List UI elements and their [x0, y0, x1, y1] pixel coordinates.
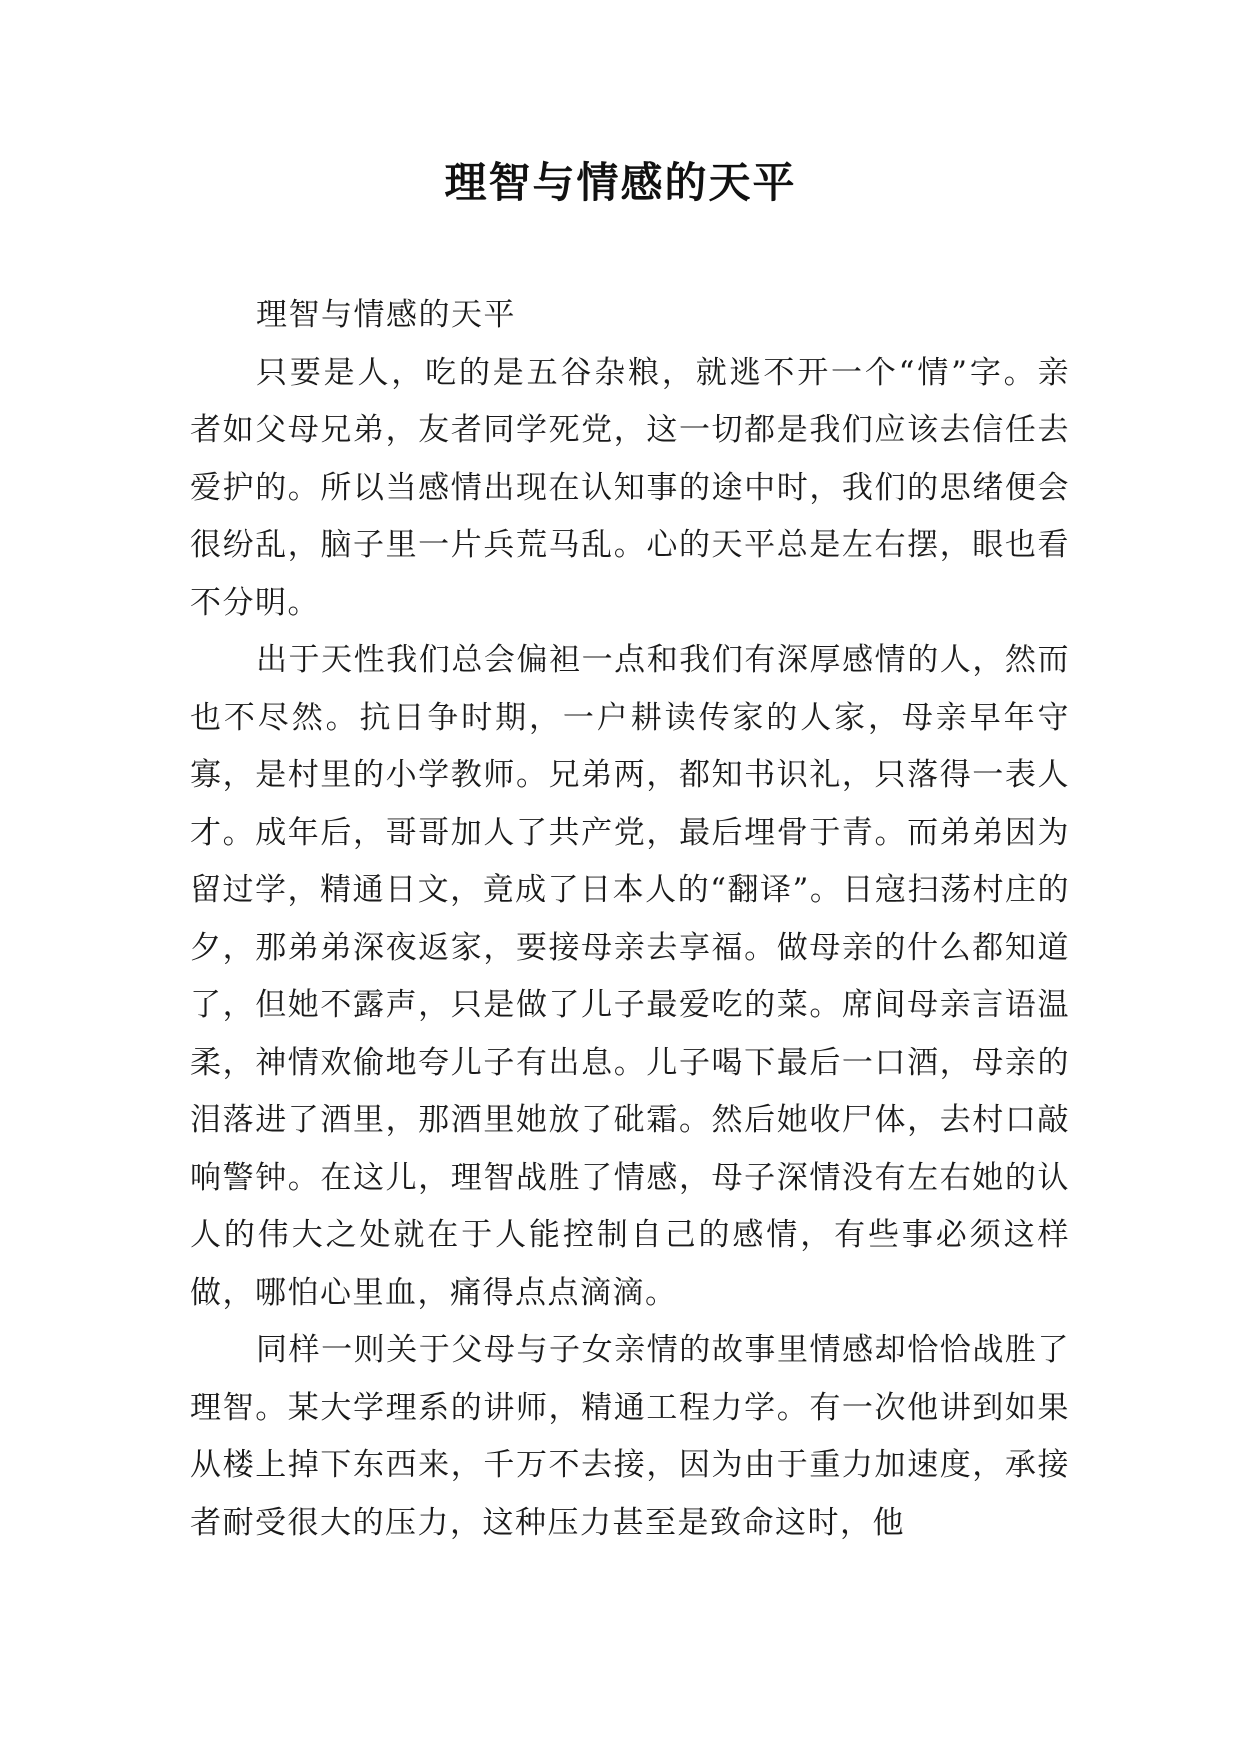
paragraph: 出于天性我们总会偏袒一点和我们有深厚感情的人，然而也不尽然。抗日争时期，一户耕读传家的人家，母亲早年守寡，是村里的小学教师。兄弟两，都知书识礼，只落得一表人才。成年后，哥哥加人了共产党，最后埋骨于青。而弟弟因为留过学，精通日文，竟成了日本人的“翻译”。日寇扫荡村庄的夕，那弟弟深夜返家，要接母亲去享福。做母亲的什么都知道了，但她不露声，只是做了儿子最爱吃的菜。席间母亲言语温柔，神情欢偷地夸儿子有出息。儿子喝下最后一口酒，母亲的泪落进了酒里，那酒里她放了砒霜。然后她收尸体，去村口敲响警钟。在这儿，理智战胜了情感，母子深情没有左右她的认人的伟大之处就在于人能控制自己的感情，有些事必须这样做，哪怕心里血，痛得点点滴滴。 — [190, 642, 1070, 1311]
document-title: 理智与情感的天平 — [444, 158, 797, 207]
document-body — [190, 287, 1070, 1552]
paragraph: 只要是人，吃的是五谷杂粮，就逃不开一个“情”字。亲者如父母兄弟，友者同学死党，这一切都是我们应该去信任去爱护的。所以当感情出现在认知事的途中时，我们的思绪便会很纷乱，脑子里一片兵荒马乱。心的天平总是左右摆，眼也看不分明。 — [190, 354, 1070, 621]
paragraph: 同样一则关于父母与子女亲情的故事里情感却恰恰战胜了理智。某大学理系的讲师，精通工程力学。有一次他讲到如果从楼上掉下东西来，千万不去接，因为由于重力加速度，承接者耐受很大的压力，这种压力甚至是致命这时，他 — [190, 1332, 1070, 1541]
document-subtitle: 理智与情感的天平 — [256, 297, 516, 333]
